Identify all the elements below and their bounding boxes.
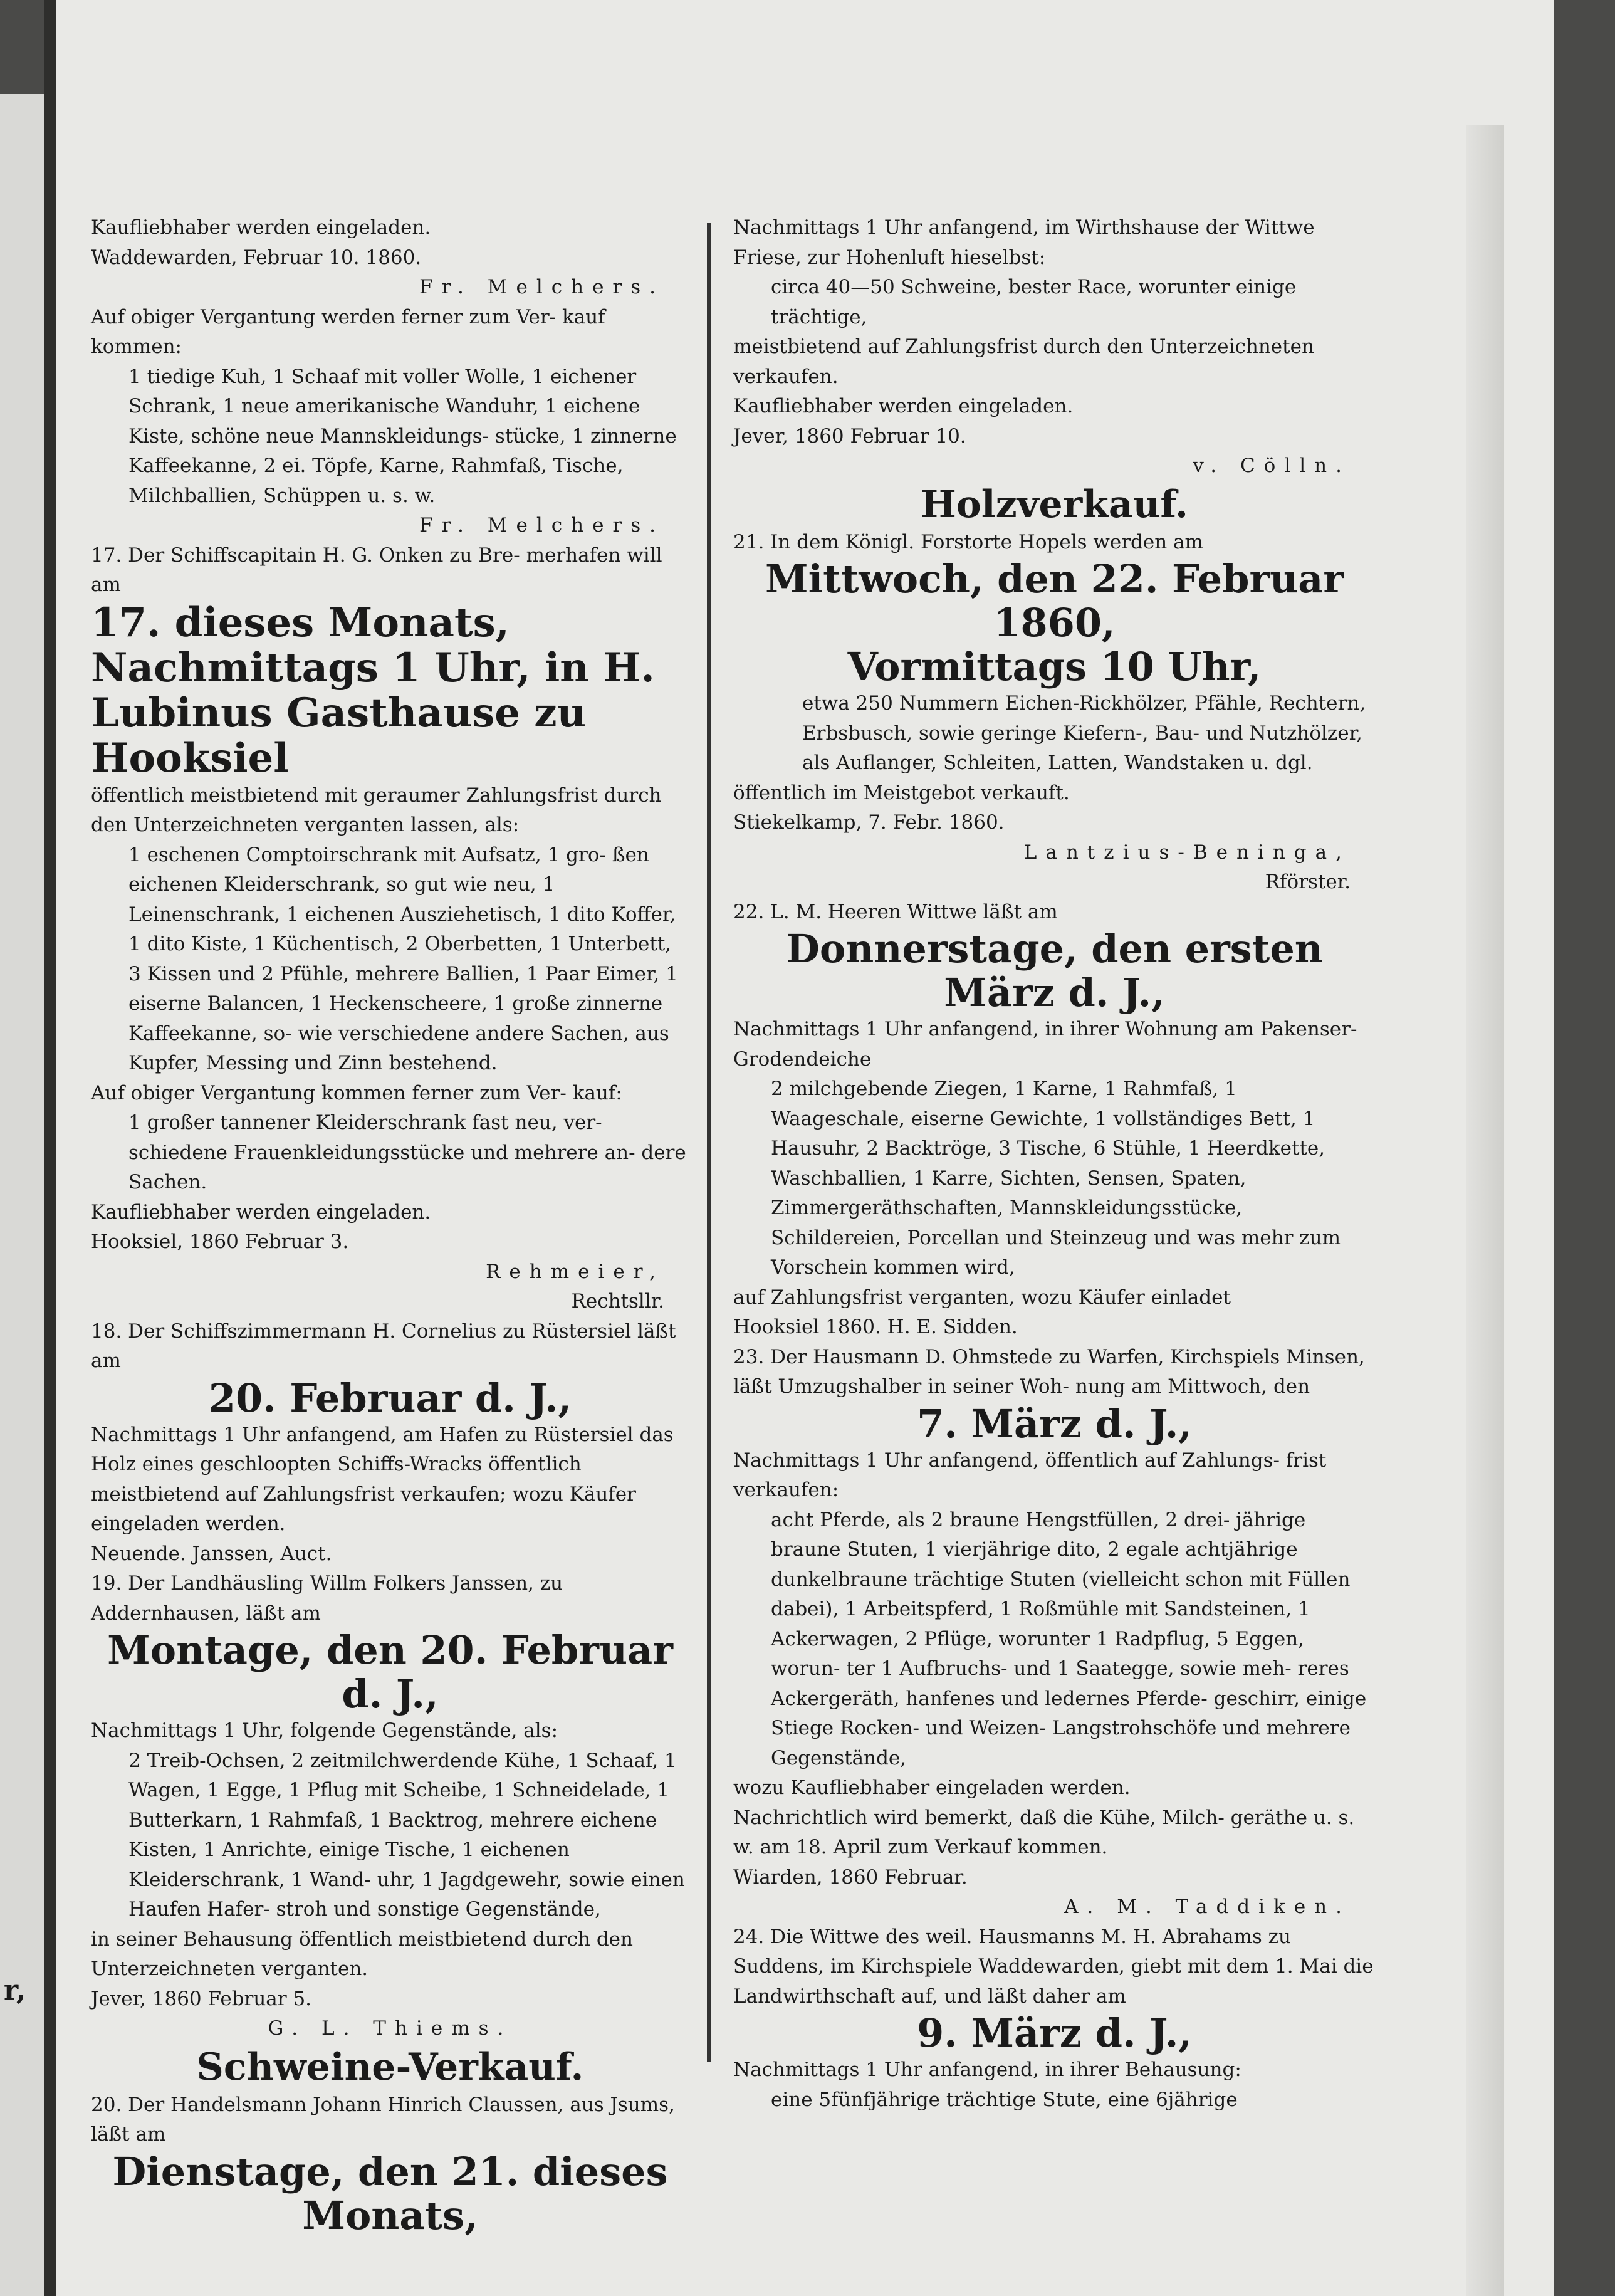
left-column-paragraph: 1 tiedige Kuh, 1 Schaaf mit voller Wolle, 1 eichener Schrank, 1 neue amerikanische Wanduhr, 1 eichene Kiste, schöne neue Mannskleidungs- stücke, 1 zinnerne Kaffeekanne, 2 ei. Töpfe, Karne, Rahmfaß, Tische, Milchballien, Schüppen u. s. w. — [128, 365, 677, 507]
left-column-paragraph: Schweine-Verkauf. — [196, 2045, 584, 2089]
right-column-paragraph: Wiarden, 1860 Februar. — [733, 1865, 968, 1889]
left-column-paragraph: Fr. Melchers. — [419, 276, 664, 298]
left-column-paragraph: Hooksiel, 1860 Februar 3. — [91, 1230, 349, 1253]
right-column-paragraph: Holzverkauf. — [921, 482, 1188, 527]
right-column-paragraph: 2 milchgebende Ziegen, 1 Karne, 1 Rahmfaß, 1 Waageschale, eiserne Gewichte, 1 vollständiges Bett, 1 Hausuhr, 2 Backtröge, 3 Tische, 6 Stühle, 1 Heerdkette, Waschballien, 1 Karre, Sichten, Sensen, Spaten, Zimmergeräthschaften, Mannskleidungsstücke, Schildereien, Porcellan und Steinzeug und was mehr zum Vorschein kommen wird, — [771, 1077, 1341, 1279]
left-column-paragraph: Dienstage, den 21. dieses Monats, — [112, 2148, 668, 2238]
left-column-paragraph: 20. Februar d. J., — [208, 1375, 572, 1421]
right-column-paragraph: wozu Kaufliebhaber eingeladen werden. — [733, 1776, 1131, 1799]
right-column-paragraph: acht Pferde, als 2 braune Hengstfüllen, 2 drei- jährige braune Stuten, 1 vierjährige dito, 2 egale achtjährige dunkelbraune trächtige Stuten (vielleicht schon mit Füllen dabei), 1 Arbeitspferd, 1 Roßmühle mit Sandsteinen, 1 Ackerwagen, 2 Pflüge, worunter 1 Radpflug, 5 Eggen, worun- ter 1 Aufbruchs- und 1 Saategge, sowie meh- reres Ackergeräth, hanfenes und ledernes Pferde- geschirr, einige Stiege Rocken- und Weizen- Langstrohschöfe und mehrere Gegenstände, — [771, 1508, 1367, 1769]
left-column-paragraph: in seiner Behausung öffentlich meistbietend durch den Unterzeichneten verganten. — [91, 1927, 633, 1980]
left-column-paragraph: Rechtsllr. — [571, 1290, 664, 1313]
right-column-paragraph: v. Cölln. — [1193, 454, 1351, 477]
left-column-paragraph: Montage, den 20. Februar d. J., — [107, 1627, 673, 1717]
right-column-paragraph: Nachmittags 1 Uhr anfangend, in ihrer Wohnung am Pakenser-Grodendeiche — [733, 1018, 1357, 1071]
right-column-paragraph: Vormittags 10 Uhr, — [847, 644, 1262, 689]
right-column-paragraph: 23. Der Hausmann D. Ohmstede zu Warfen, Kirchspiels Minsen, läßt Umzugshalber in seiner Woh- nung am Mittwoch, den — [733, 1345, 1365, 1398]
right-column-paragraph: A. M. Taddiken. — [1064, 1895, 1351, 1918]
left-column-paragraph: 17. dieses Monats, Nachmittags 1 Uhr, in H. Lubinus Gasthause zu Hooksiel — [91, 599, 655, 782]
right-column-paragraph: Donnerstage, den ersten März d. J., — [786, 926, 1323, 1015]
left-column-paragraph: Nachmittags 1 Uhr, folgende Gegenstände, als: — [91, 1719, 558, 1742]
right-column-paragraph: circa 40—50 Schweine, bester Race, worunter einige trächtige, — [771, 276, 1297, 328]
left-column-paragraph: 17. Der Schiffscapitain H. G. Onken zu Bre- merhafen will am — [91, 543, 662, 596]
right-column-paragraph: eine 5fünfjährige trächtige Stute, eine 6jährige — [771, 2088, 1238, 2111]
left-column-paragraph: Neuende. Janssen, Auct. — [91, 1542, 332, 1565]
right-column-paragraph: Rförster. — [1265, 871, 1351, 893]
left-column-paragraph: Nachmittags 1 Uhr anfangend, am Hafen zu Rüstersiel das Holz eines geschloopten Schiffs-Wracks öffentlich meistbietend auf Zahlungsfrist verkaufen; wozu Käufer eingeladen werden. — [91, 1423, 674, 1535]
left-column-paragraph: 2 Treib-Ochsen, 2 zeitmilchwerdende Kühe, 1 Schaaf, 1 Wagen, 1 Egge, 1 Pflug mit Scheibe, 1 Schneidelade, 1 Butterkarn, 1 Rahmfaß, 1 Backtrog, mehrere eichene Kisten, 1 Anrichte, einige Tische, 1 eichenen Kleiderschrank, 1 Wand- uhr, 1 Jagdgewehr, sowie einen Haufen Hafer- stroh und sonstige Gegenstände, — [128, 1749, 685, 1921]
right-column-paragraph: Mittwoch, den 22. Februar 1860, — [765, 556, 1344, 646]
right-column — [733, 213, 1376, 2115]
right-column-paragraph: Nachrichtlich wird bemerkt, daß die Kühe, Milch- geräthe u. s. w. am 18. April zum Verkauf kommen. — [733, 1806, 1355, 1858]
right-column-paragraph: 21. In dem Königl. Forstorte Hopels werden am — [733, 530, 1203, 553]
left-column-paragraph: Auf obiger Vergantung kommen ferner zum Ver- kauf: — [91, 1081, 622, 1104]
right-column-paragraph: etwa 250 Nummern Eichen-Rickhölzer, Pfähle, Rechtern, Erbsbusch, sowie geringe Kiefern-, Bau- und Nutzhölzer, als Auflanger, Schleiten, Latten, Wandstaken u. dgl. — [802, 692, 1366, 774]
right-column-paragraph: Hooksiel 1860. H. E. Sidden. — [733, 1316, 1018, 1338]
left-column-paragraph: Waddewarden, Februar 10. 1860. — [91, 246, 422, 269]
right-column-paragraph: Nachmittags 1 Uhr anfangend, im Wirthshause der Wittwe Friese, zur Hohenluft hieselbst: — [733, 216, 1315, 269]
right-column-paragraph: 24. Die Wittwe des weil. Hausmanns M. H. Abrahams zu Suddens, im Kirchspiele Waddewarden, giebt mit dem 1. Mai die Landwirthschaft auf, und läßt daher am — [733, 1925, 1374, 2008]
right-column-paragraph: Stiekelkamp, 7. Febr. 1860. — [733, 811, 1005, 834]
left-column-paragraph: Jever, 1860 Februar 5. — [91, 1987, 312, 2010]
adjacent-page-edge — [0, 94, 46, 2296]
right-column-paragraph: Nachmittags 1 Uhr anfangend, in ihrer Behausung: — [733, 2058, 1241, 2081]
left-column — [91, 213, 689, 2238]
right-column-paragraph: Nachmittags 1 Uhr anfangend, öffentlich auf Zahlungs- frist verkaufen: — [733, 1449, 1327, 1501]
left-column-paragraph: Fr. Melchers. — [419, 514, 664, 537]
left-column-paragraph: 1 großer tannener Kleiderschrank fast neu, ver- schiedene Frauenkleidungsstücke und mehrere an- dere Sachen. — [128, 1111, 686, 1193]
column-divider — [707, 223, 711, 2062]
left-column-paragraph: öffentlich meistbietend mit geraumer Zahlungsfrist durch den Unterzeichneten verganten lassen, als: — [91, 784, 662, 836]
left-column-paragraph: 1 eschenen Comptoirschrank mit Aufsatz, 1 gro- ßen eichenen Kleiderschrank, so gut wie neu, 1 Leinenschrank, 1 eichenen Ausziehetisch, 1 dito Koffer, 1 dito Kiste, 1 Küchentisch, 2 Oberbetten, 1 Unterbett, 3 Kissen und 2 Pfühle, mehrere Ballien, 1 Paar Eimer, 1 eiserne Balancen, 1 Heckenscheere, 1 große zinnerne Kaffeekanne, so- wie verschiedene andere Sachen, aus Kupfer, Messing und Zinn bestehend. — [128, 843, 678, 1074]
left-column-paragraph: 18. Der Schiffszimmermann H. Cornelius zu Rüstersiel läßt am — [91, 1319, 676, 1372]
left-column-paragraph: Rehmeier, — [486, 1260, 664, 1283]
right-column-paragraph: öffentlich im Meistgebot verkauft. — [733, 781, 1070, 804]
left-column-paragraph: 19. Der Landhäusling Willm Folkers Janssen, zu Addernhausen, läßt am — [91, 1572, 563, 1625]
right-column-paragraph: meistbietend auf Zahlungsfrist durch den Unterzeichneten verkaufen. — [733, 335, 1314, 388]
book-gutter — [44, 0, 56, 2296]
right-column-paragraph: Jever, 1860 Februar 10. — [733, 424, 966, 448]
left-page-fragment: r, — [4, 1974, 26, 2006]
left-column-paragraph: G. L. Thiems. — [268, 2017, 513, 2040]
page-edge-shadow — [1466, 125, 1504, 2296]
right-column-paragraph: Kaufliebhaber werden eingeladen. — [733, 395, 1074, 417]
right-column-paragraph: 7. März d. J., — [917, 1400, 1192, 1447]
right-column-paragraph: 22. L. M. Heeren Wittwe läßt am — [733, 900, 1058, 923]
right-column-paragraph: Lantzius-Beninga, — [1023, 841, 1351, 864]
right-column-paragraph: auf Zahlungsfrist verganten, wozu Käufer einladet — [733, 1286, 1231, 1309]
right-column-paragraph: 9. März d. J., — [917, 2010, 1192, 2056]
left-column-paragraph: Kaufliebhaber werden eingeladen. — [91, 1200, 431, 1224]
left-column-paragraph: Kaufliebhaber werden eingeladen. — [91, 216, 431, 239]
left-column-paragraph: 20. Der Handelsmann Johann Hinrich Claussen, aus Jsums, läßt am — [91, 2093, 675, 2146]
left-column-paragraph: Auf obiger Vergantung werden ferner zum Ver- kauf kommen: — [91, 305, 605, 358]
